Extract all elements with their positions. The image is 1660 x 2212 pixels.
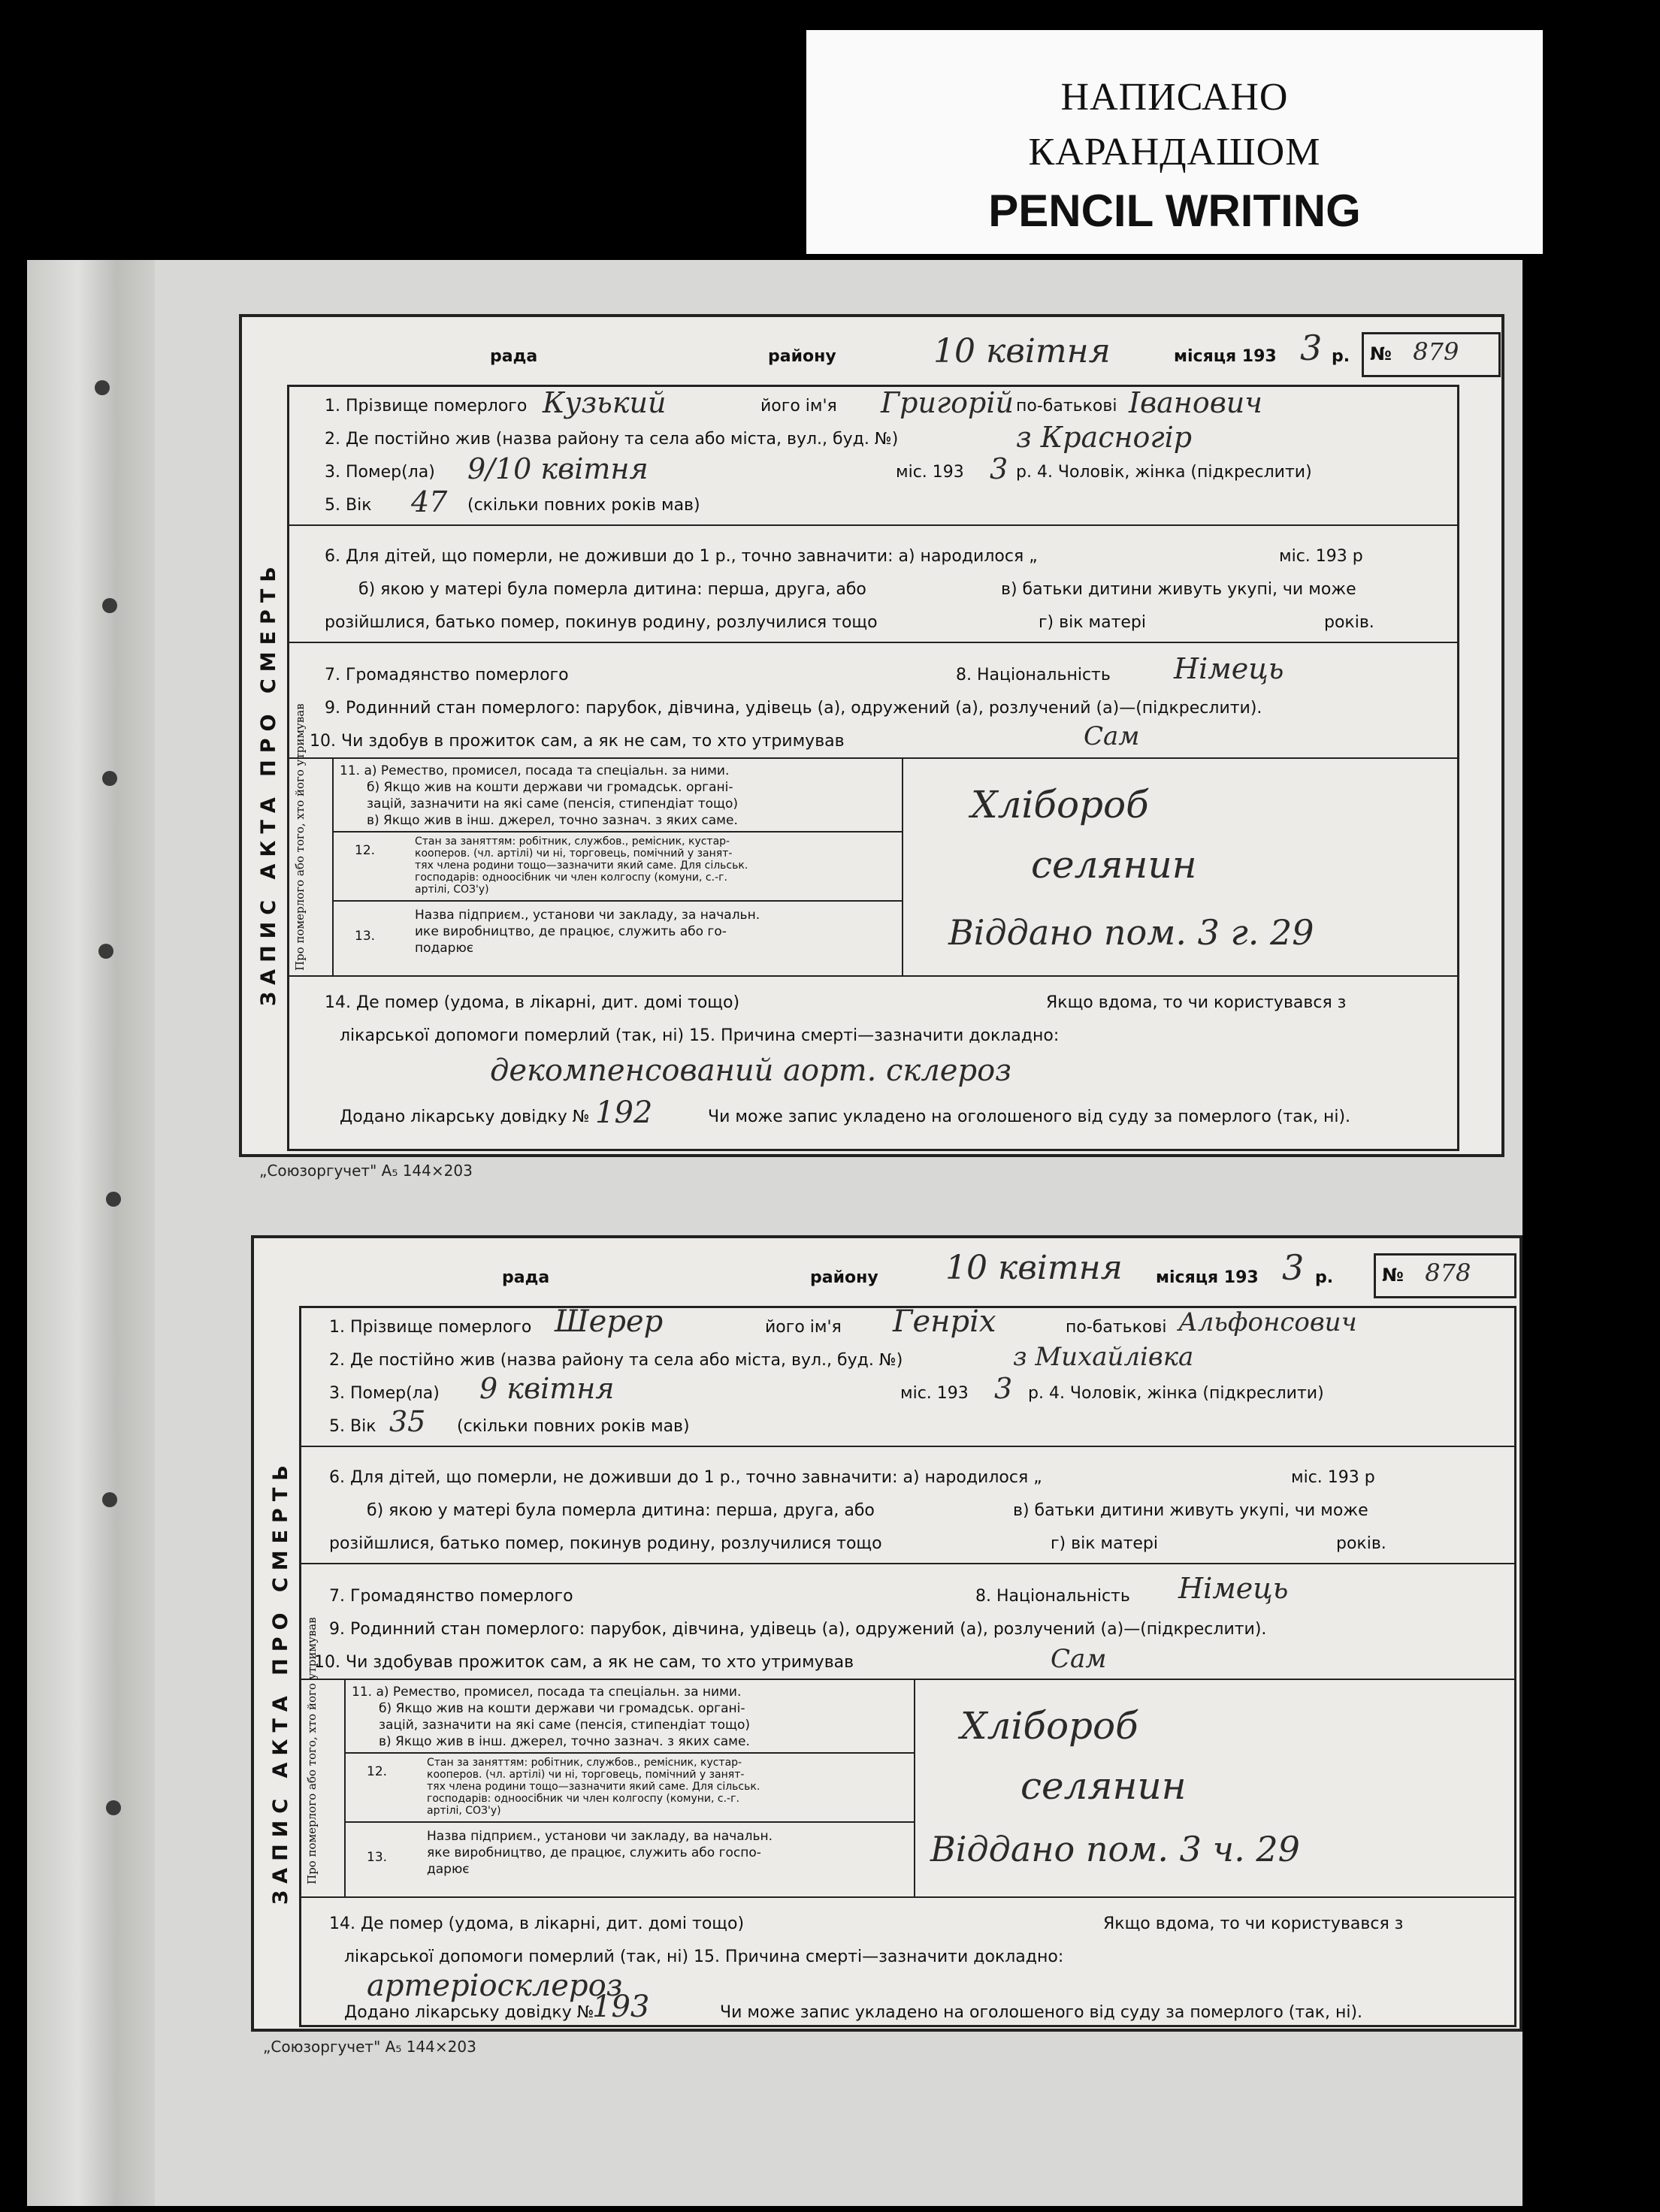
death-year-value: 3 bbox=[994, 1372, 1013, 1405]
record-number: 879 bbox=[1413, 337, 1459, 366]
form-2-footer: „Союзоргучет" А₅ 144×203 bbox=[263, 2038, 476, 2056]
row-13-t1: Назва підприєм., установи чи закладу, ва начальн. bbox=[427, 1829, 773, 1844]
row-6b-end: в) батьки дитини живуть укупі, чи може bbox=[1001, 580, 1356, 599]
divider-v bbox=[914, 1679, 915, 1896]
row-3-4-label: р. 4. Чоловік, жінка (підкреслити) bbox=[1016, 463, 1312, 482]
row-14-label: 14. Де помер (удома, в лікарні, дит. домі тощо) bbox=[329, 1914, 745, 1933]
row-1-name-label: його ім'я bbox=[765, 1318, 842, 1337]
attached-cert-value: 193 bbox=[592, 1990, 650, 2024]
row-7-label: 7. Громадянство померлого bbox=[329, 1587, 573, 1606]
header-r: р. bbox=[1315, 1268, 1334, 1287]
row-13-num: 13. bbox=[355, 929, 376, 944]
row-1-patr-label: по-батькові bbox=[1066, 1318, 1167, 1337]
row-11c: в) Якщо жив в інш. джерел, точно зазнач. з яких саме. bbox=[379, 1734, 750, 1749]
row-7-label: 7. Громадянство померлого bbox=[325, 666, 569, 684]
death-date-value: 9/10 квітня bbox=[467, 452, 649, 485]
row-1-label: 1. Прізвище померлого bbox=[329, 1318, 532, 1337]
row-13-t2: яке виробництво, де працює, служить або госпо- bbox=[427, 1845, 761, 1860]
row-11a: 11. а) Ремество, промисел, посада та спеціальн. за ними. bbox=[340, 763, 730, 778]
age-value: 47 bbox=[411, 485, 448, 518]
header-date: 10 квітня bbox=[933, 332, 1111, 370]
pencil-writing-label bbox=[806, 30, 1543, 254]
row-14-end: Якщо вдома, то чи користувався з bbox=[1046, 993, 1347, 1012]
row-6c-label: розійшлися, батько помер, покинув родину, розлучилися тощо bbox=[329, 1534, 882, 1553]
row-6c-label: розійшлися, батько помер, покинув родину, розлучилися тощо bbox=[325, 613, 878, 632]
binding-hole bbox=[102, 1492, 117, 1507]
row-8-label: 8. Національність bbox=[956, 666, 1111, 684]
death-record-form-2 bbox=[251, 1235, 1522, 2032]
row-13-t3: дарює bbox=[427, 1862, 470, 1877]
side-subtitle: Про померлого або того, хто його утримував bbox=[293, 703, 307, 971]
label-line-2: КАРАНДАШОМ bbox=[1028, 131, 1321, 174]
form-1-footer: „Союзоргучет" А₅ 144×203 bbox=[259, 1162, 473, 1180]
surname-value: Шерер bbox=[555, 1304, 664, 1339]
side-title: ЗАПИС АКТА ПРО СМЕРТЬ bbox=[269, 1458, 292, 1905]
divider bbox=[287, 757, 1459, 759]
row-12-t5: артілі, СОЗ'у) bbox=[427, 1805, 501, 1817]
nationality-value: Німець bbox=[1178, 1572, 1289, 1605]
row-12-t5: артілі, СОЗ'у) bbox=[415, 884, 489, 896]
supported-value: Сам bbox=[1084, 721, 1140, 751]
row-11c: в) Якщо жив в інш. джерел, точно зазнач. з яких саме. bbox=[367, 813, 738, 828]
row-12-t2: кооперов. (чл. артілі) чи ні, торговець, помічний у занят- bbox=[415, 848, 733, 860]
divider-v bbox=[344, 1679, 346, 1896]
header-rayonu: району bbox=[810, 1268, 878, 1287]
header-r: р. bbox=[1332, 347, 1350, 366]
surname-value: Кузький bbox=[543, 386, 667, 419]
row-6a-end: міс. 193 р bbox=[1291, 1468, 1375, 1487]
row-3-month-label: міс. 193 bbox=[900, 1384, 969, 1403]
row-1-name-label: його ім'я bbox=[760, 397, 837, 416]
row-12-t4: господарів: одноосібник чи член колгоспу (комуни, с.-г. bbox=[427, 1793, 739, 1805]
side-title: ЗАПИС АКТА ПРО СМЕРТЬ bbox=[257, 560, 280, 1006]
divider bbox=[287, 975, 1459, 977]
attached-cert-label: Додано лікарську довідку № bbox=[344, 2003, 594, 2022]
record-number: 878 bbox=[1425, 1259, 1471, 1287]
row-14-label: 14. Де помер (удома, в лікарні, дит. домі тощо) bbox=[325, 993, 740, 1012]
row-11b: б) Якщо жив на кошти держави чи громадськ. органі- bbox=[367, 780, 733, 795]
row-8-label: 8. Національність bbox=[975, 1587, 1130, 1606]
row-6b-label: б) якою у матері була померла дитина: перша, друга, або bbox=[367, 1501, 875, 1520]
row-3-label: 3. Помер(ла) bbox=[325, 463, 435, 482]
row-6a-end: міс. 193 р bbox=[1279, 547, 1363, 566]
attached-cert-value: 192 bbox=[595, 1095, 653, 1130]
divider bbox=[299, 1679, 1516, 1680]
row-2-label: 2. Де постійно жив (назва району та села або міста, вул., буд. №) bbox=[329, 1351, 903, 1370]
record-number-box bbox=[1374, 1253, 1516, 1298]
court-record-label: Чи може запис укладено на оголошеного від суду за померлого (так, ні). bbox=[708, 1108, 1351, 1126]
row-12-t2: кооперов. (чл. артілі) чи ні, торговець, помічний у занят- bbox=[427, 1769, 745, 1781]
header-month: місяця 193 bbox=[1156, 1268, 1259, 1287]
cause-of-death-value: декомпенсований аорт. склероз bbox=[490, 1053, 1011, 1088]
row-13-t1: Назва підприєм., установи чи закладу, за начальн. bbox=[415, 908, 760, 923]
row-9-label: 9. Родинний стан померлого: парубок, дівчина, удівець (а), одружений (а), розлучений (а)—(підкреслити). bbox=[325, 699, 1262, 718]
row-10-label: 10. Чи здобув в прожиток сам, а як не сам, то хто утримував bbox=[310, 732, 845, 751]
name-value: Генріх bbox=[893, 1304, 996, 1339]
court-record-label: Чи може запис укладено на оголошеного від суду за померлого (так, ні). bbox=[720, 2003, 1363, 2022]
row-12-num: 12. bbox=[367, 1764, 388, 1779]
divider bbox=[332, 900, 902, 902]
death-year-value: 3 bbox=[990, 452, 1008, 485]
row-6c-years: років. bbox=[1324, 613, 1374, 632]
binding-hole bbox=[106, 1800, 121, 1815]
row-12-t4: господарів: одноосібник чи член колгоспу (комуни, с.-г. bbox=[415, 872, 727, 884]
row-1-patr-label: по-батькові bbox=[1016, 397, 1117, 416]
divider bbox=[287, 524, 1459, 526]
row-12-t1: Стан за заняттям: робітник, службов., ремісник, кустар- bbox=[427, 1757, 742, 1769]
header-rada: рада bbox=[490, 347, 538, 366]
cause-of-death-value: артеріосклероз bbox=[367, 1969, 623, 2003]
workplace-value: Віддано пом. 3 г. 29 bbox=[948, 912, 1314, 953]
residence-value: з Михайлівка bbox=[1013, 1342, 1194, 1372]
name-value: Григорій bbox=[881, 386, 1014, 419]
row-13-t3: подарює bbox=[415, 941, 474, 956]
divider bbox=[299, 1563, 1516, 1564]
header-year: 3 bbox=[1300, 328, 1323, 368]
row-6a-label: 6. Для дітей, що померли, не доживши до 1 р., точно завначити: а) народилося „ bbox=[329, 1468, 1042, 1487]
row-15-label: лікарської допомоги померлий (так, ні) 15. Причина смерті—зазначити докладно: bbox=[344, 1948, 1064, 1966]
row-11b2: зацій, зазначити на які саме (пенсія, стипендіат тощо) bbox=[367, 796, 739, 811]
binding-hole bbox=[106, 1192, 121, 1207]
status-value: селянин bbox=[1031, 843, 1197, 887]
side-subtitle: Про померлого або того, хто його утримував bbox=[305, 1617, 319, 1884]
row-13-t2: ике виробництво, де працює, служить або го- bbox=[415, 924, 727, 939]
workplace-value: Віддано пом. 3 ч. 29 bbox=[930, 1829, 1300, 1869]
divider bbox=[344, 1752, 914, 1754]
number-sign: № bbox=[1382, 1265, 1404, 1286]
row-6c-end: г) вік матері bbox=[1039, 613, 1146, 632]
row-12-num: 12. bbox=[355, 843, 376, 858]
row-11b: б) Якщо жив на кошти держави чи громадськ. органі- bbox=[379, 1701, 745, 1716]
status-value: селянин bbox=[1020, 1764, 1187, 1808]
row-5-label: 5. Вік bbox=[329, 1417, 376, 1436]
binding-hole bbox=[95, 380, 110, 395]
nationality-value: Німець bbox=[1174, 652, 1284, 685]
divider bbox=[299, 1896, 1516, 1898]
header-rada: рада bbox=[502, 1268, 550, 1287]
patronymic-value: Альфонсович bbox=[1178, 1307, 1357, 1337]
page-spine bbox=[27, 260, 155, 2206]
patronymic-value: Іванович bbox=[1129, 386, 1262, 419]
row-3-4-label: р. 4. Чоловік, жінка (підкреслити) bbox=[1028, 1384, 1324, 1403]
row-12-t3: тях члена родини тощо—зазначити який саме. Для сільськ. bbox=[427, 1781, 760, 1793]
row-14-end: Якщо вдома, то чи користувався з bbox=[1103, 1914, 1404, 1933]
divider-v bbox=[902, 757, 903, 975]
row-13-num: 13. bbox=[367, 1850, 388, 1865]
divider bbox=[299, 1446, 1516, 1447]
row-12-t1: Стан за заняттям: робітник, службов., ремісник, кустар- bbox=[415, 836, 730, 848]
row-5-note: (скільки повних років мав) bbox=[457, 1417, 690, 1436]
row-11b2: зацій, зазначити на які саме (пенсія, стипендіат тощо) bbox=[379, 1718, 751, 1733]
row-6b-label: б) якою у матері була померла дитина: перша, друга, або bbox=[358, 580, 866, 599]
record-number-box bbox=[1362, 332, 1501, 377]
header-year: 3 bbox=[1282, 1247, 1305, 1288]
attached-cert-label: Додано лікарську довідку № bbox=[340, 1108, 590, 1126]
row-2-label: 2. Де постійно жив (назва району та села або міста, вул., буд. №) bbox=[325, 430, 899, 449]
binding-hole bbox=[102, 771, 117, 786]
supported-value: Сам bbox=[1051, 1644, 1107, 1674]
divider bbox=[287, 642, 1459, 643]
occupation-value: Хлібороб bbox=[971, 783, 1149, 826]
row-12-t3: тях члена родини тощо—зазначити який саме. Для сільськ. bbox=[415, 860, 748, 872]
row-15-label: лікарської допомоги померлий (так, ні) 15. Причина смерті—зазначити докладно: bbox=[340, 1026, 1060, 1045]
death-record-form-1 bbox=[239, 314, 1504, 1157]
row-11a: 11. а) Ремество, промисел, посада та спеціальн. за ними. bbox=[352, 1685, 742, 1700]
row-6a-label: 6. Для дітей, що померли, не доживши до 1 р., точно завначити: а) народилося „ bbox=[325, 547, 1038, 566]
row-6c-years: років. bbox=[1336, 1534, 1386, 1553]
row-10-label: 10. Чи здобував прожиток сам, а як не сам, то хто утримував bbox=[314, 1653, 854, 1672]
divider-v bbox=[332, 757, 334, 975]
divider bbox=[332, 831, 902, 833]
row-6b-end: в) батьки дитини живуть укупі, чи може bbox=[1013, 1501, 1368, 1520]
residence-value: з Красногір bbox=[1016, 421, 1193, 454]
header-rayonu: району bbox=[768, 347, 836, 366]
row-3-label: 3. Помер(ла) bbox=[329, 1384, 440, 1403]
binding-hole bbox=[102, 598, 117, 613]
header-date: 10 квітня bbox=[945, 1249, 1123, 1287]
binding-hole bbox=[98, 944, 113, 959]
row-5-note: (скільки повних років мав) bbox=[467, 496, 700, 515]
occupation-value: Хлібороб bbox=[960, 1704, 1138, 1748]
age-value: 35 bbox=[389, 1405, 426, 1438]
label-line-3: PENCIL WRITING bbox=[988, 186, 1361, 236]
number-sign: № bbox=[1370, 343, 1392, 364]
death-date-value: 9 квітня bbox=[479, 1372, 615, 1405]
label-line-1: НАПИСАНО bbox=[1060, 76, 1289, 119]
row-6c-end: г) вік матері bbox=[1051, 1534, 1158, 1553]
row-9-label: 9. Родинний стан померлого: парубок, дівчина, удівець (а), одружений (а), розлучений (а)—(підкреслити). bbox=[329, 1620, 1267, 1639]
row-5-label: 5. Вік bbox=[325, 496, 372, 515]
divider bbox=[344, 1821, 914, 1823]
row-3-month-label: міс. 193 bbox=[896, 463, 964, 482]
header-month: місяця 193 bbox=[1174, 347, 1277, 366]
row-1-label: 1. Прізвище померлого bbox=[325, 397, 528, 416]
